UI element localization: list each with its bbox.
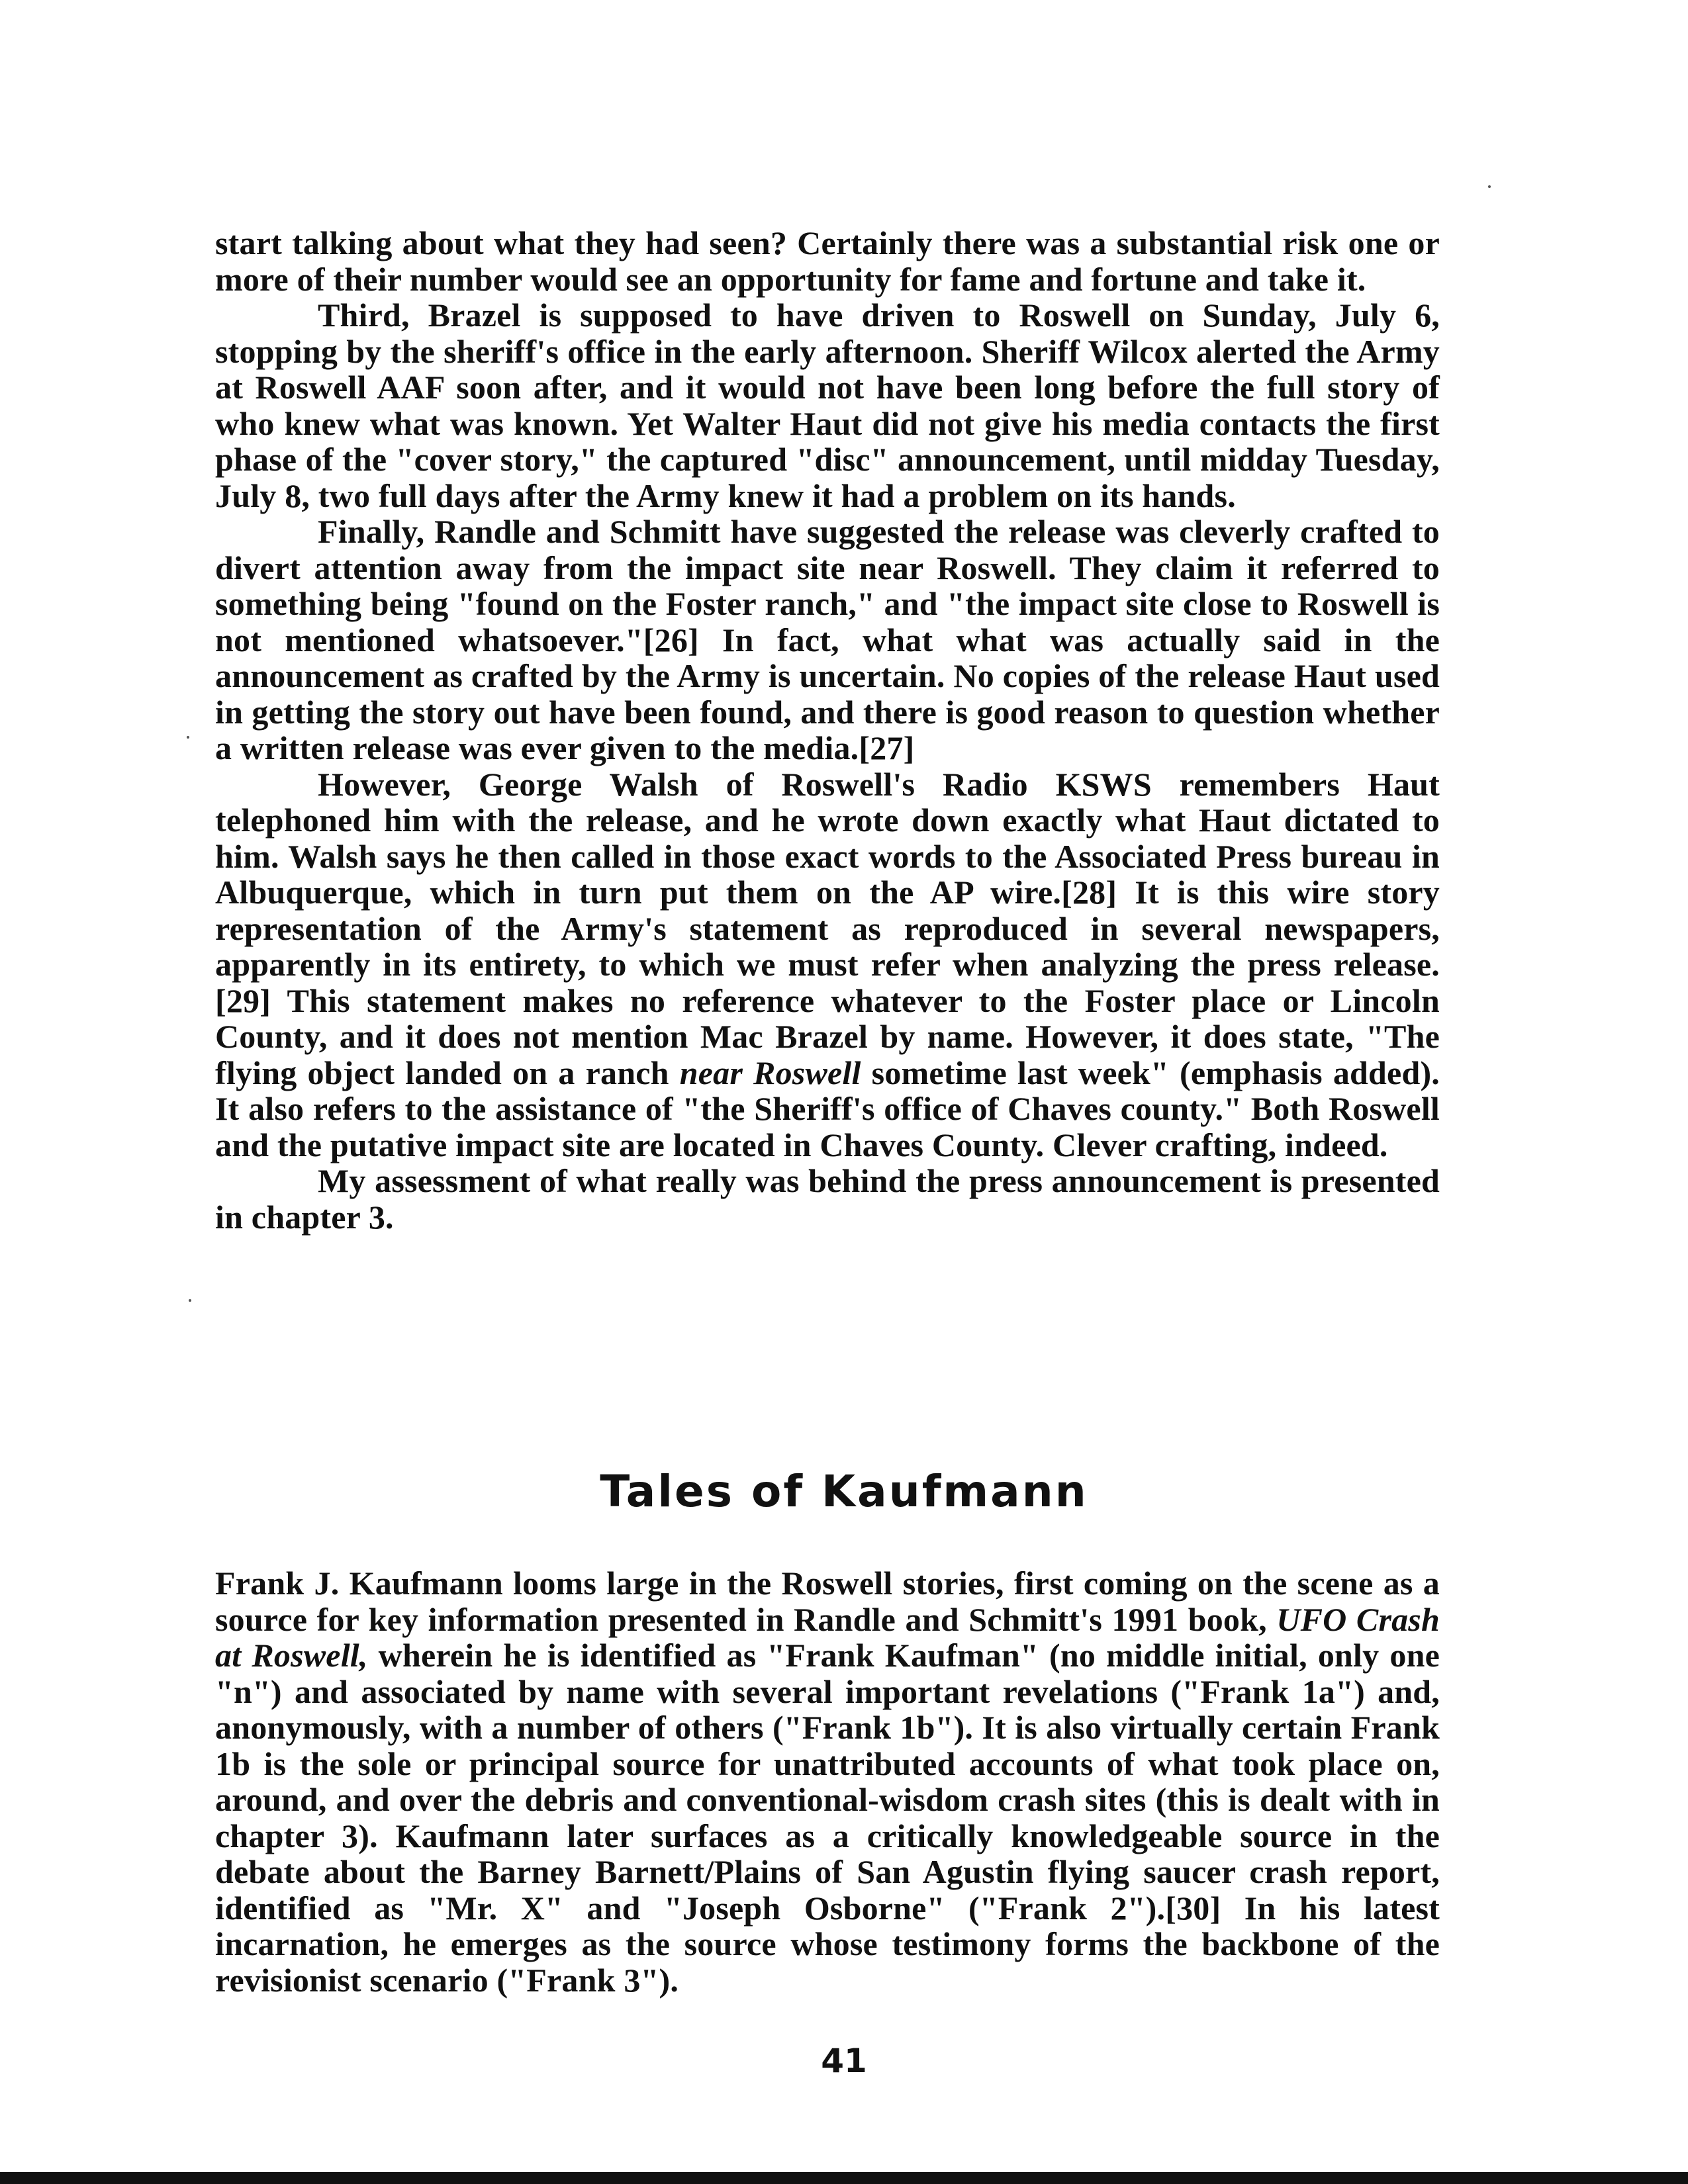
paragraph-however <box>215 766 1440 1163</box>
kaufmann-text-a: looms large in the Roswell stories, first coming on the scene as a source for key information presented in Randle and Schmitt's 1991 book, <box>215 1565 1440 1638</box>
kaufmann-text-b: wherein he is identified as "Frank Kaufman" (no middle initial, only one "n") and associated by name with several important revelations ("Frank 1a") and, anonymously, with a number of others ("Frank 1b"). It is also virtually certain Frank 1b is the sole or principal source for unattributed accounts of what took place on, around, and over the debris and conventional-wisdom crash sites (this is dealt with in chapter 3). Kaufmann later surfaces as a critically knowledgeable source in the debate about the Barney Barnett/Plains of San Agustin flying saucer crash report, identified as "Mr. X" and "Joseph Osborne" ("Frank 2").[30] In his latest incarnation, he emerges as the source whose testimony forms the backbone of the revisionist scenario ("Frank 3"). <box>215 1637 1440 1999</box>
page-number: 41 <box>821 2042 867 2080</box>
scan-border <box>0 2172 1688 2184</box>
paragraph-however-end: sometime last week" (emphasis added). It also refers to the assistance of "the Sheriff's office of Chaves county." Both Roswell and the putative impact site are located in Chaves County. Clever crafting, indeed. <box>215 1054 1440 1163</box>
name-frank-kaufmann: Frank J. Kaufmann <box>215 1565 503 1602</box>
section-heading: Tales of Kaufmann <box>600 1466 1088 1517</box>
book-title: UFO Crash at Roswell, <box>215 1600 1440 1674</box>
paragraph-kaufmann <box>215 1565 1440 1998</box>
paragraph-however-start: However, George Walsh of Roswell's Radio KSWS remembers Haut telephoned him with the release, and he wrote down exactly what Haut dictated to him. Walsh says he then called in those exact words to the Associated Press bureau in Albuquerque, which in turn put them on the AP wire.[28] It is this wire story representation of the Army's statement as reproduced in several newspapers, apparently in its entirety, to which we must refer when analyzing the press release.[29] This statement makes no reference whatever to the Foster place or Lincoln County, and it does not mention Mac Brazel by name. However, it does state, "The flying object landed on a ranch <box>215 765 1440 1091</box>
emphasis-near-roswell: near Roswell <box>679 1054 861 1091</box>
scan-speck <box>187 736 189 739</box>
paragraph-continuation: start talking about what they had seen? Certainly there was a substantial risk one or more of their number would see an opportunity for fame and fortune and take it. <box>215 224 1440 298</box>
paragraph-third: Third, Brazel is supposed to have driven to Roswell on Sunday, July 6, stopping by the sheriff's office in the early afternoon. Sheriff Wilcox alerted the Army at Roswell AAF soon after, and it would not have been long before the full story of who knew what was known. Yet Walter Haut did not give his media contacts the first phase of the "cover story," the captured "disc" announcement, until midday Tuesday, July 8, two full days after the Army knew it had a problem on its hands. <box>215 296 1440 514</box>
body-text-bottom <box>215 1565 1440 1998</box>
scan-speck <box>189 1299 191 1302</box>
paragraph-finally: Finally, Randle and Schmitt have suggested the release was cleverly crafted to divert attention away from the impact site near Roswell. They claim it referred to something being "found on the Foster ranch," and "the impact site close to Roswell is not mentioned whatsoever."[26] In fact, what what was actually said in the announcement as crafted by the Army is uncertain. No copies of the release Haut used in getting the story out have been found, and there is good reason to question whether a written release was ever given to the media.[27] <box>215 513 1440 766</box>
body-text-top <box>215 225 1440 1235</box>
paragraph-assessment: My assessment of what really was behind the press announcement is presented in chapter 3. <box>215 1162 1440 1236</box>
scan-speck <box>1488 185 1491 188</box>
